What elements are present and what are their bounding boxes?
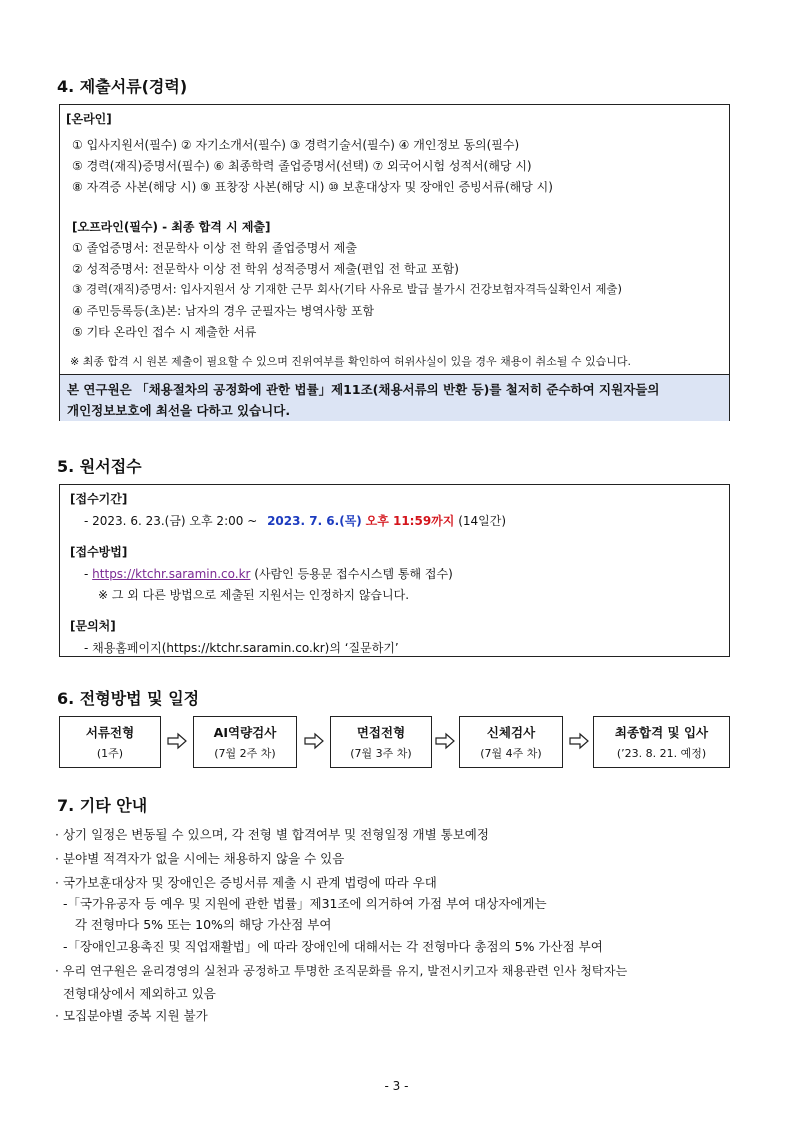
online-row: ① 입사지원서(필수) ② 자기소개서(필수) ③ 경력기술서(필수) ④ 개인정보 동의(필수) <box>72 138 520 152</box>
privacy-notice-line: 개인정보보호에 최선을 다하고 있습니다. <box>67 403 291 418</box>
submission-documents-box <box>59 104 730 421</box>
step-name: 서류전형 <box>85 725 135 740</box>
notice-item: · 상기 일정은 변동될 수 있으며, 각 전형 별 합격여부 및 전형일정 개별 통보예정 <box>55 827 489 842</box>
offline-row: ② 성적증명서: 전문학사 이상 전 학위 성적증명서 제출(편입 전 학교 포함) <box>72 262 459 276</box>
arrow-right-icon <box>167 731 187 751</box>
offline-row: ④ 주민등록등(초)본: 남자의 경우 군필자는 병역사항 포함 <box>72 304 375 318</box>
online-row: ⑤ 경력(재직)증명서(필수) ⑥ 최종학력 졸업증명서(선택) ⑦ 외국어시험 성적서(해당 시) <box>72 159 532 173</box>
offline-row: ③ 경력(재직)증명서: 입사지원서 상 기재한 근무 회사(기타 사유로 발급 불가시 건강보험자격득실확인서 제출) <box>72 282 623 296</box>
step-name: AI역량검사 <box>213 725 277 740</box>
arrow-right-icon <box>569 731 589 751</box>
step-period: (7월 3주 차) <box>350 747 412 760</box>
step-period: (7월 4주 차) <box>480 747 542 760</box>
notice-item-continued: 전형대상에서 제외하고 있음 <box>55 986 216 1001</box>
step-physical-exam <box>459 716 563 768</box>
online-label: [온라인] <box>66 112 112 126</box>
offline-label: [오프라인(필수) - 최종 합격 시 제출] <box>72 220 271 234</box>
step-name: 신체검사 <box>486 725 536 740</box>
notice-subitem: -「장애인고용촉진 및 직업재활법」에 따라 장애인에 대해서는 각 전형마다 총점의 5% 가산점 부여 <box>55 939 603 954</box>
privacy-notice <box>60 374 729 421</box>
step-final-hire <box>593 716 730 768</box>
section-5-title: 5. 원서접수 <box>57 457 142 476</box>
arrow-right-icon <box>304 731 324 751</box>
period-end-time: 오후 11:59까지 <box>365 514 455 528</box>
period-label: [접수기간] <box>70 492 128 506</box>
step-period: (1주) <box>96 747 124 760</box>
application-box <box>59 484 730 657</box>
section-7-title: 7. 기타 안내 <box>57 796 148 815</box>
notice-item: · 우리 연구원은 윤리경영의 실천과 공정하고 투명한 조직문화를 유지, 발전시키고자 채용관련 인사 청탁자는 <box>55 964 628 978</box>
step-name: 최종합격 및 입사 <box>614 725 709 740</box>
method-note: ※ 그 외 다른 방법으로 제출된 지원서는 인정하지 않습니다. <box>98 588 410 602</box>
offline-row: ① 졸업증명서: 전문학사 이상 전 학위 졸업증명서 제출 <box>72 241 357 255</box>
step-period: (7월 2주 차) <box>214 747 276 760</box>
step-name: 면접전형 <box>356 725 406 740</box>
contact-label: [문의처] <box>70 619 116 633</box>
period-line <box>84 512 506 529</box>
notice-item: · 모집분야별 중복 지원 불가 <box>55 1008 208 1023</box>
section-6-title: 6. 전형방법 및 일정 <box>57 689 200 708</box>
notice-item: · 분야별 적격자가 없을 시에는 채용하지 않을 수 있음 <box>55 851 345 866</box>
method-label: [접수방법] <box>70 545 128 559</box>
step-document-screening <box>59 716 161 768</box>
step-period: (’23. 8. 21. 예정) <box>616 747 707 760</box>
contact-line: - 채용홈페이지(https://ktchr.saramin.co.kr)의 ‘질문하기’ <box>84 641 399 655</box>
step-ai-test <box>193 716 297 768</box>
original-submission-note: ※ 최종 합격 시 원본 제출이 필요할 수 있으며 진위여부를 확인하여 허위사실이 있을 경우 채용이 취소될 수 있습니다. <box>70 355 631 368</box>
notice-item: · 국가보훈대상자 및 장애인은 증빙서류 제출 시 관계 법령에 따라 우대 <box>55 875 437 890</box>
page-number: - 3 - <box>384 1079 409 1093</box>
method-line <box>84 565 453 582</box>
section-4-title: 4. 제출서류(경력) <box>57 77 188 96</box>
saramin-link[interactable]: https://ktchr.saramin.co.kr <box>92 567 251 581</box>
step-interview <box>330 716 432 768</box>
online-row: ⑧ 자격증 사본(해당 시) ⑨ 표창장 사본(해당 시) ⑩ 보훈대상자 및 장애인 증빙서류(해당 시) <box>72 180 553 194</box>
period-days: (14일간) <box>458 514 507 528</box>
arrow-right-icon <box>435 731 455 751</box>
method-dash: - <box>84 567 89 581</box>
privacy-notice-line: 본 연구원은 「채용절차의 공정화에 관한 법률」제11조(채용서류의 반환 등)를 철저히 준수하여 지원자들의 <box>67 382 660 397</box>
method-description: (사람인 등용문 접수시스템 통해 접수) <box>254 567 453 581</box>
notice-subitem: 각 전형마다 5% 또는 10%의 해당 가산점 부여 <box>55 917 332 932</box>
period-end-date: 2023. 7. 6.(목) <box>267 514 362 528</box>
period-start: - 2023. 6. 23.(금) 오후 2:00 ~ <box>84 514 258 528</box>
offline-row: ⑤ 기타 온라인 접수 시 제출한 서류 <box>72 325 257 339</box>
notice-subitem: -「국가유공자 등 예우 및 지원에 관한 법률」제31조에 의거하여 가점 부여 대상자에게는 <box>55 896 547 911</box>
